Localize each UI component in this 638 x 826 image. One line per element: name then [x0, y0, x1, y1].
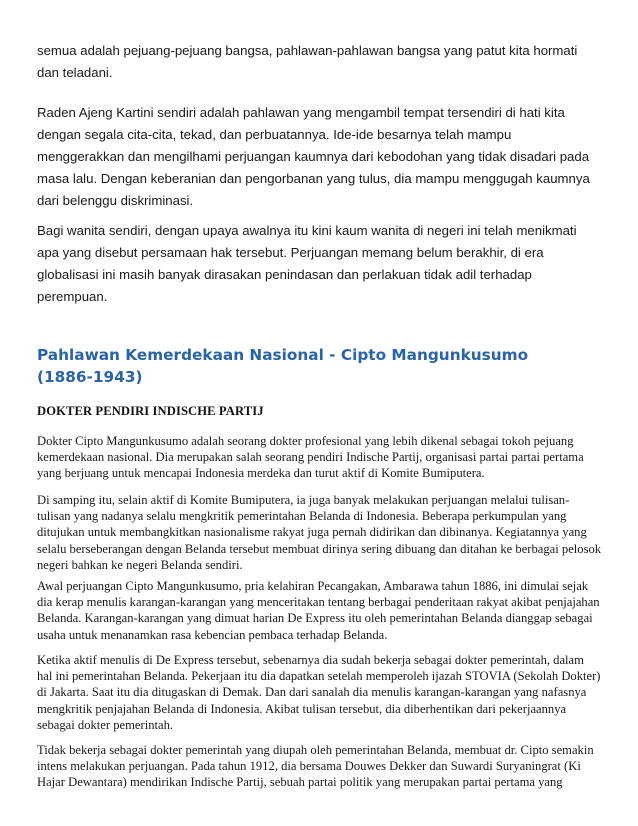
paragraph-text: semua adalah pejuang-pejuang bangsa, pahlawan-pahlawan bangsa yang patut kita hormati dan teladani.	[37, 43, 578, 80]
paragraph-text: Awal perjuangan Cipto Mangunkusumo, pria kelahiran Pecangakan, Ambarawa tahun 1886, ini dimulai sejak dia kerap menulis karangan-karangan yang menceritakan tentang berbagai penderitaan rakyat akibat penjajahan Belanda. Karangan-karangan yang dimuat harian De Express itu oleh pemerintahan Belanda dianggap sebagai usaha untuk menanamkan rasa kebencian pembaca terhadap Belanda.	[37, 579, 600, 642]
paragraph-text: Di samping itu, selain aktif di Komite Bumiputera, ia juga banyak melakukan perjuangan melalui tulisan-tulisan yang nadanya selalu mengkritik pemerintahan Belanda di Indonesia. Beberapa perkumpulan yang ditujukan untuk membangkitkan nasionalisme rakyat juga pernah didirikan dan dibinanya. Kegiatannya yang selalu berseberangan dengan Belanda tersebut membuat dirinya sering dibuang dan ditahan ke berbagai pelosok negeri bahkan ke negeri Belanda sendiri.	[37, 493, 602, 572]
body-paragraph-5	[37, 742, 602, 791]
intro-paragraph-1	[37, 40, 597, 84]
body-paragraph-2	[37, 492, 602, 573]
intro-paragraph-3	[37, 220, 597, 308]
body-paragraph-3	[37, 578, 602, 643]
body-paragraph-4	[37, 652, 602, 733]
body-paragraph-1	[37, 433, 602, 482]
section-title: Pahlawan Kemerdekaan Nasional - Cipto Mangunkusumo (1886-1943)	[37, 346, 529, 386]
paragraph-text: Ketika aktif menulis di De Express tersebut, sebenarnya dia sudah bekerja sebagai dokter pemerintah, dalam hal ini pemerintahan Belanda. Pekerjaan itu dia dapatkan setelah memperoleh ijazah STOVIA (Sekolah Dokter) di Jakarta. Saat itu dia ditugaskan di Demak. Dan dari sanalah dia menulis karangan-karangan yang nafasnya mengkritik penjajahan Belanda di Indonesia. Akibat tulisan tersebut, dia diberhentikan dari pekerjaannya sebagai dokter pemerintah.	[37, 653, 601, 732]
paragraph-text: Bagi wanita sendiri, dengan upaya awalnya itu kini kaum wanita di negeri ini telah menikmati apa yang disebut persamaan hak tersebut. Perjuangan memang belum berakhir, di era globalisasi ini masih banyak dirasakan penindasan dan perlakuan tidak adil terhadap perempuan.	[37, 223, 577, 304]
paragraph-text: Dokter Cipto Mangunkusumo adalah seorang dokter profesional yang lebih dikenal sebagai tokoh pejuang kemerdekaan nasional. Dia merupakan salah seorang pendiri Indische Partij, organisasi partai partai pertama yang berjuang untuk mencapai Indonesia merdeka dan turut aktif di Komite Bumiputera.	[37, 434, 584, 481]
section-subtitle: DOKTER PENDIRI INDISCHE PARTIJ	[37, 404, 264, 418]
intro-paragraph-2	[37, 102, 597, 212]
paragraph-text: Raden Ajeng Kartini sendiri adalah pahlawan yang mengambil tempat tersendiri di hati kita dengan segala cita-cita, tekad, dan perbuatannya. Ide-ide besarnya telah mampu menggerakkan dan mengilhami perjuangan kaumnya dari kebodohan yang tidak disadari pada masa lalu. Dengan keberanian dan pengorbanan yang tulus, dia mampu menggugah kaumnya dari belenggu diskriminasi.	[37, 105, 590, 208]
paragraph-text: Tidak bekerja sebagai dokter pemerintah yang diupah oleh pemerintahan Belanda, membuat dr. Cipto semakin intens melakukan perjuangan. Pada tahun 1912, dia bersama Douwes Dekker dan Suwardi Suryaningrat (Ki Hajar Dewantara) mendirikan Indische Partij, sebuah partai politik yang merupakan partai pertama yang	[37, 743, 594, 790]
